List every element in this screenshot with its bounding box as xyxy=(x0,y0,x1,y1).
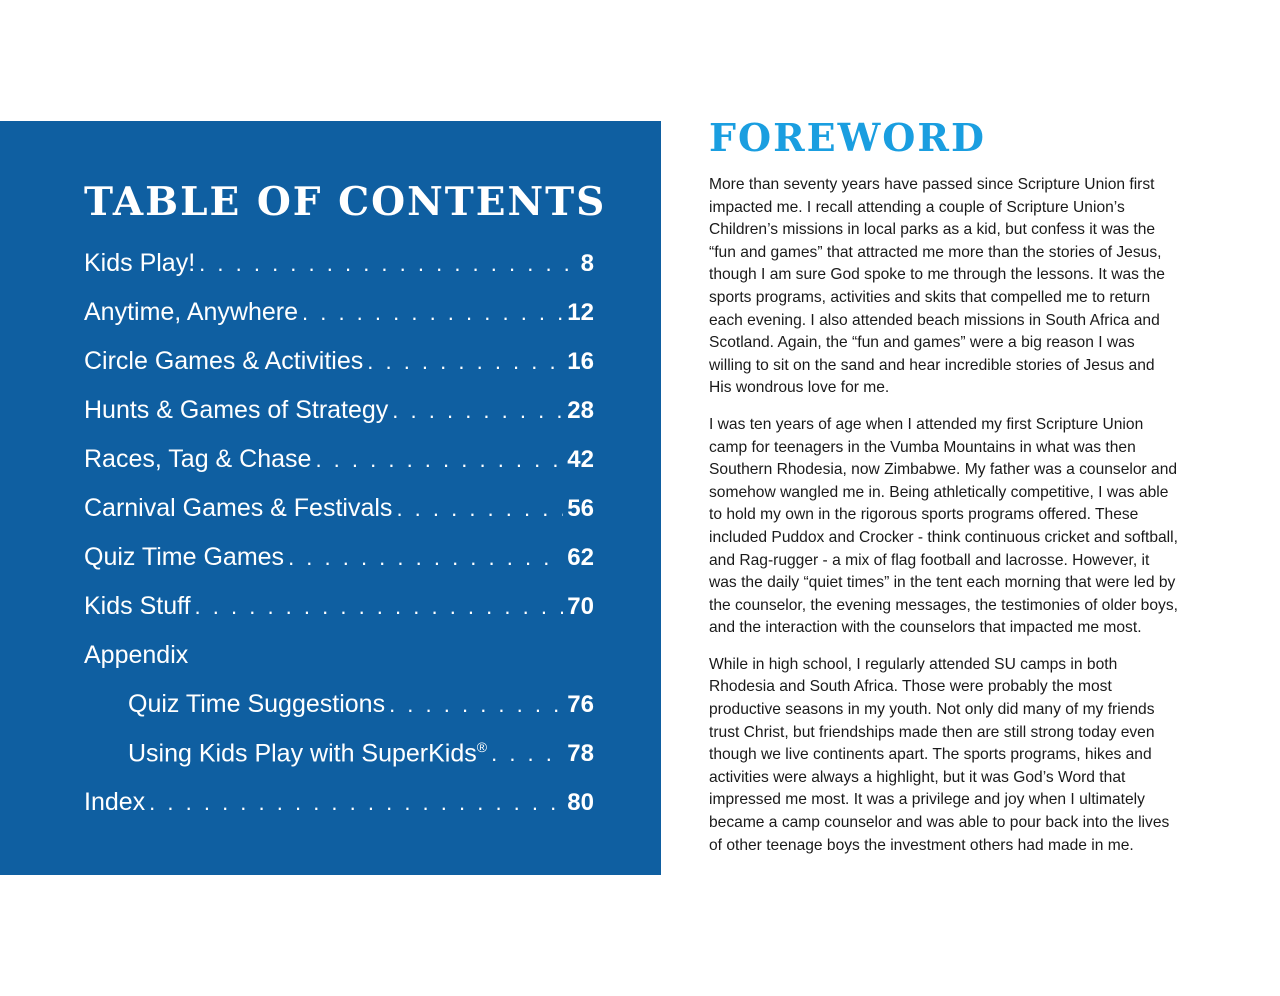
foreword-section xyxy=(709,115,1179,871)
toc-leader-dots xyxy=(199,251,576,277)
toc-section-heading xyxy=(84,641,594,690)
toc-page-number: 12 xyxy=(567,299,594,326)
table-of-contents-panel xyxy=(0,121,661,875)
toc-leader-dots xyxy=(288,545,563,571)
toc-entry[interactable] xyxy=(84,543,594,592)
toc-entry[interactable] xyxy=(84,592,594,641)
toc-page-number: 56 xyxy=(567,495,594,522)
toc-leader-dots xyxy=(315,447,563,473)
toc-entry[interactable] xyxy=(84,739,594,788)
toc-entry[interactable] xyxy=(84,249,594,298)
toc-entry-label: Quiz Time Games xyxy=(84,543,285,571)
foreword-title: FOREWORD xyxy=(709,115,986,160)
toc-entry[interactable] xyxy=(84,298,594,347)
toc-page-number: 28 xyxy=(567,397,594,424)
toc-leader-dots xyxy=(195,594,564,620)
toc-entry[interactable] xyxy=(84,396,594,445)
toc-entry-label: Hunts & Games of Strategy xyxy=(84,396,389,424)
toc-page-number: 16 xyxy=(567,348,594,375)
toc-entry-label: Kids Stuff xyxy=(84,592,191,620)
toc-entry-label: Races, Tag & Chase xyxy=(84,445,312,473)
toc-page-number: 62 xyxy=(567,544,594,571)
toc-page-number: 76 xyxy=(567,691,594,718)
toc-entry-label: Circle Games & Activities xyxy=(84,347,364,375)
toc-page-number: 70 xyxy=(567,593,594,620)
toc-entry-label-text: Using Kids Play with SuperKids xyxy=(128,739,477,768)
toc-entry-label: Quiz Time Suggestions xyxy=(128,690,386,718)
toc-entry-label: Kids Play! xyxy=(84,249,196,277)
toc-page-number: 8 xyxy=(580,250,594,277)
toc-entry[interactable] xyxy=(84,690,594,739)
foreword-paragraph: More than seventy years have passed since Scripture Union first impacted me. I recall attending a couple of Scripture Union’s Children’s missions in local parks as a kid, but confess it was the “fun and games” that attracted me more than the stories of Jesus, though I am sure God spoke to me through the lessons. It was the sports programs, activities and skits that compelled me to return each evening. I also attended beach missions in South Africa and Scotland. Again, the “fun and games” were a big reason I was willing to sit on the sand and hear incredible stories of Jesus and His wondrous love for me. xyxy=(709,176,1165,397)
toc-leader-dots xyxy=(302,300,563,326)
toc-page-number: 42 xyxy=(567,446,594,473)
registered-mark: ® xyxy=(476,739,488,755)
toc-entry[interactable] xyxy=(84,445,594,494)
toc-entry[interactable] xyxy=(84,347,594,396)
toc-entry-label: Index xyxy=(84,788,146,816)
toc-leader-dots xyxy=(389,692,563,718)
foreword-paragraph: While in high school, I regularly attended SU camps in both Rhodesia and South Africa. Those were probably the most productive seasons in my youth. Not only did many of my friends trust Christ, but friendships made then are still strong today even though we live continents apart. The sports programs, hikes and activities were always a highlight, but it was God’s Word that impressed me most. It was a privilege and joy when I ultimately became a camp counselor and was able to pour back into the lives of other teenage boys the investment others had made in me. xyxy=(709,655,1170,854)
toc-entry-label: Anytime, Anywhere xyxy=(84,298,298,326)
toc-entry-label: Carnival Games & Festivals xyxy=(84,494,393,522)
toc-page-number: 78 xyxy=(567,740,594,768)
toc-title: TABLE OF CONTENTS xyxy=(84,179,607,225)
toc-entry-label xyxy=(128,739,487,768)
toc-leader-dots xyxy=(392,398,563,424)
toc-leader-dots xyxy=(396,496,563,522)
toc-leader-dots xyxy=(149,790,563,816)
toc-entry[interactable] xyxy=(84,494,594,543)
foreword-paragraph: I was ten years of age when I attended my first Scripture Union camp for teenagers in the Vumba Mountains in what was then Southern Rhodesia, now Zimbabwe. My father was a counselor and somehow wangled me in. Being athletically competitive, I was able to hold my own in the rigorous sports programs offered. These included Puddox and Crocker - think continuous cricket and softball, and Rag-rugger - a mix of flag football and lacrosse. However, it was the daily “quiet times” in the tent each morning that were led by the counselor, the evening messages, the testimonies of older boys, and the interaction with the counselors that impacted me most. xyxy=(709,415,1178,637)
toc-entry-label: Appendix xyxy=(84,641,189,669)
toc-list xyxy=(84,249,594,837)
toc-leader-dots xyxy=(367,349,563,375)
toc-page-number: 80 xyxy=(567,789,594,816)
toc-leader-dots xyxy=(491,741,563,767)
toc-entry[interactable] xyxy=(84,788,594,837)
